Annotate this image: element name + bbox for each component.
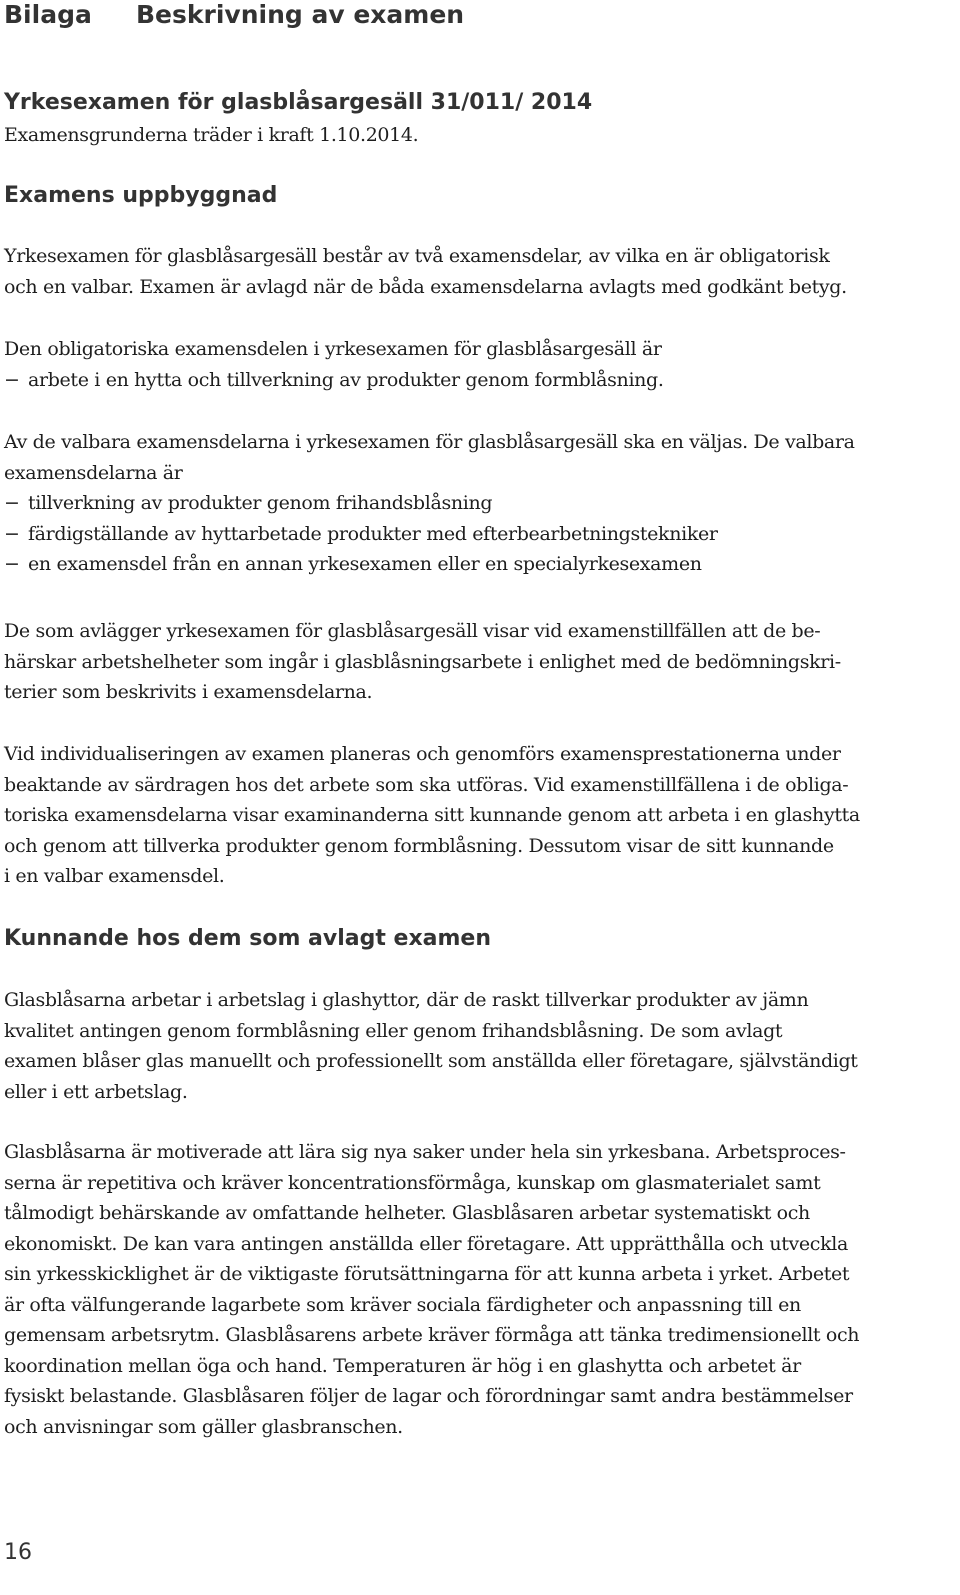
demonstration-paragraph [4, 616, 949, 708]
individualisation-paragraph [4, 739, 949, 892]
text-line: examensdelarna är [4, 461, 183, 484]
exam-validity: Examensgrunderna träder i kraft 1.10.2014. [4, 124, 419, 146]
exam-title: Yrkesexamen för glasblåsargesäll 31/011/ 2014 [4, 90, 593, 115]
page-number: 16 [4, 1540, 32, 1565]
text-line: tålmodigt behärskande av omfattande helheter. Glasblåsaren arbetar systematiskt och [4, 1202, 810, 1224]
dash-icon: − [4, 522, 20, 545]
text-line: ekonomiskt. De kan vara antingen anställda eller företagare. Att upprätthålla och utveckla [4, 1232, 848, 1255]
mandatory-intro: Den obligatoriska examensdelen i yrkesexamen för glasblåsargesäll är [4, 338, 662, 360]
text-line: gemensam arbetsrytm. Glasblåsarens arbete kräver förmåga att tänka tredimensionellt och [4, 1324, 860, 1346]
text-line: toriska examensdelarna visar examinanderna sitt kunnande genom att arbeta i en glashytta [4, 804, 860, 826]
text-line: fysiskt belastande. Glasblåsaren följer de lagar och förordningar samt andra bestämmelser [4, 1385, 853, 1407]
text-line: Glasblåsarna arbetar i arbetslag i glashyttor, där de raskt tillverkar produkter av jämn [4, 989, 809, 1011]
text-line: beaktande av särdragen hos det arbete som ska utföras. Vid examenstillfällena i de obliga- [4, 773, 849, 796]
dash-icon: − [4, 368, 20, 391]
list-item-text: en examensdel från en annan yrkesexamen eller en specialyrkesexamen [28, 553, 702, 575]
text-line: serna är repetitiva och kräver koncentrationsförmåga, kunskap om glasmaterialet samt [4, 1171, 821, 1194]
text-line: koordination mellan öga och hand. Temperaturen är hög i en glashytta och arbetet är [4, 1354, 801, 1377]
text-line: är ofta välfungerande lagarbete som kräver sociala färdigheter och anpassning till en [4, 1293, 801, 1316]
text-line: sin yrkesskicklighet är de viktigaste förutsättningarna för att kunna arbeta i yrket. Arbetet [4, 1263, 850, 1285]
text-line: terier som beskrivits i examensdelarna. [4, 681, 373, 703]
list-item-text: arbete i en hytta och tillverkning av produkter genom formblåsning. [28, 368, 664, 391]
list-item-text: färdigställande av hyttarbetade produkter med efterbearbetningstekniker [28, 522, 718, 545]
list-item [4, 519, 949, 550]
text-line: De som avlägger yrkesexamen för glasblåsargesäll visar vid examenstillfällen att de be- [4, 620, 821, 642]
dash-icon: − [4, 553, 20, 575]
text-line: och anvisningar som gäller glasbranschen. [4, 1415, 403, 1438]
text-line: Av de valbara examensdelarna i yrkesexamen för glasblåsargesäll ska en väljas. De valbara [4, 431, 855, 453]
text-line: Glasblåsarna är motiverade att lära sig nya saker under hela sin yrkesbana. Arbetsproces- [4, 1141, 846, 1163]
header-section-label: Bilaga [4, 0, 92, 29]
text-line: och genom att tillverka produkter genom formblåsning. Dessutom visar de sitt kunnande [4, 834, 834, 857]
text-line: eller i ett arbetslag. [4, 1080, 188, 1103]
text-line: Vid individualiseringen av examen planeras och genomförs examensprestationerna under [4, 743, 841, 765]
list-item [4, 365, 949, 396]
text-line: Yrkesexamen för glasblåsargesäll består av två examensdelar, av vilka en är obligatorisk [4, 245, 830, 267]
competence-heading: Kunnande hos dem som avlagt examen [4, 926, 492, 951]
text-line: och en valbar. Examen är avlagd när de båda examensdelarna avlagts med godkänt betyg. [4, 275, 847, 298]
header-title: Beskrivning av examen [136, 0, 465, 29]
list-item [4, 549, 949, 580]
competence-paragraph-1 [4, 985, 949, 1107]
list-item [4, 488, 949, 519]
text-line: i en valbar examensdel. [4, 865, 225, 887]
text-line: härskar arbetshelheter som ingår i glasblåsningsarbete i enlighet med de bedömningskri- [4, 650, 841, 673]
text-line: kvalitet antingen genom formblåsning eller genom frihandsblåsning. De som avlagt [4, 1019, 783, 1042]
dash-icon: − [4, 492, 20, 514]
competence-paragraph-2 [4, 1137, 949, 1442]
structure-heading: Examens uppbyggnad [4, 183, 278, 208]
list-item-text: tillverkning av produkter genom frihandsblåsning [28, 492, 493, 514]
mandatory-part [4, 334, 949, 395]
page-header [4, 0, 464, 30]
structure-intro [4, 241, 949, 302]
text-line: examen blåser glas manuellt och professionellt som anställda eller företagare, självständigt [4, 1050, 858, 1072]
optional-parts [4, 427, 949, 580]
